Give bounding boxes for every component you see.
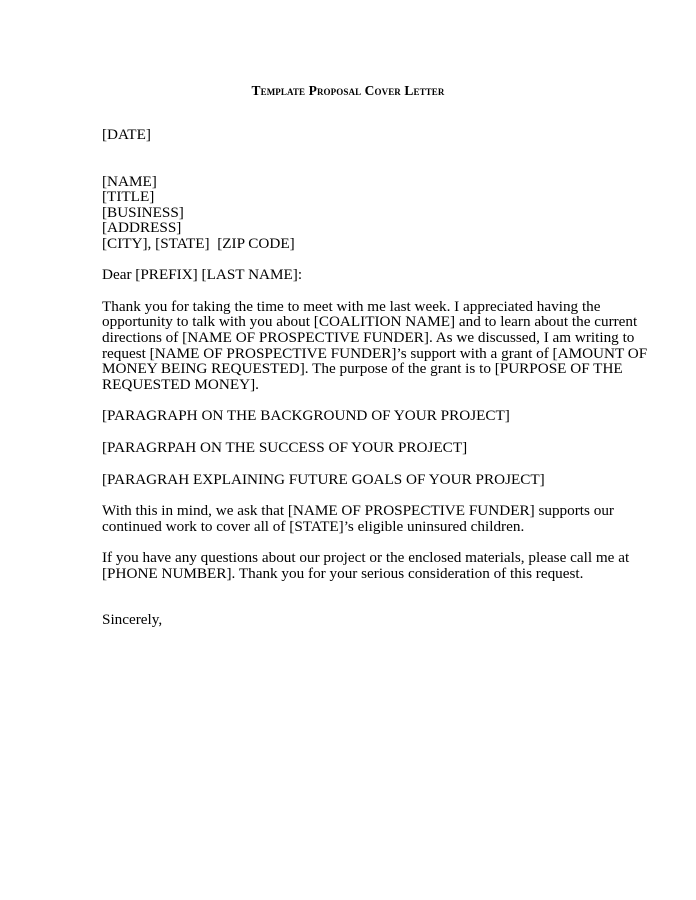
intro-line: REQUESTED MONEY]. [102,375,259,393]
contact-paragraph [102,549,630,582]
ask-line: continued work to cover all of [STATE]’s eligible uninsured children. [102,517,525,535]
salutation: Dear [PREFIX] [LAST NAME]: [102,266,303,284]
address-line-name: [NAME] [102,172,157,190]
letter-body [102,126,648,629]
intro-line: Thank you for taking the time to meet with me last week. I appreciated having the [102,297,601,315]
address-line-address: [ADDRESS] [102,219,182,237]
contact-line: If you have any questions about our project or the enclosed materials, please call me at [102,549,630,567]
closing: Sincerely, [102,611,163,629]
date-line: [DATE] [102,126,151,143]
success-paragraph: [PARAGRPAH ON THE SUCCESS OF YOUR PROJECT] [102,438,468,456]
ask-line: With this in mind, we ask that [NAME OF PROSPECTIVE FUNDER] supports our [102,502,614,520]
recipient-address [102,174,602,252]
address-line-city: [CITY], [STATE] [ZIP CODE] [102,234,295,252]
ask-paragraph [102,502,614,535]
address-line-title: [TITLE] [102,188,155,206]
address-line-business: [BUSINESS] [102,203,184,221]
goals-paragraph: [PARAGRAH EXPLAINING FUTURE GOALS OF YOUR PROJECT] [102,470,545,488]
intro-line: directions of [NAME OF PROSPECTIVE FUNDER]. As we discussed, I am writing to [102,328,635,346]
contact-line: [PHONE NUMBER]. Thank you for your serious consideration of this request. [102,564,584,582]
intro-line: request [NAME OF PROSPECTIVE FUNDER]’s support with a grant of [AMOUNT OF [102,344,648,362]
background-paragraph: [PARAGRAPH ON THE BACKGROUND OF YOUR PROJECT] [102,407,510,425]
letter-title: Template Proposal Cover Letter [251,83,445,98]
intro-paragraph [102,297,648,393]
intro-line: opportunity to talk with you about [COALITION NAME] and to learn about the current [102,313,638,331]
intro-line: MONEY BEING REQUESTED]. The purpose of the grant is to [PURPOSE OF THE [102,360,623,378]
